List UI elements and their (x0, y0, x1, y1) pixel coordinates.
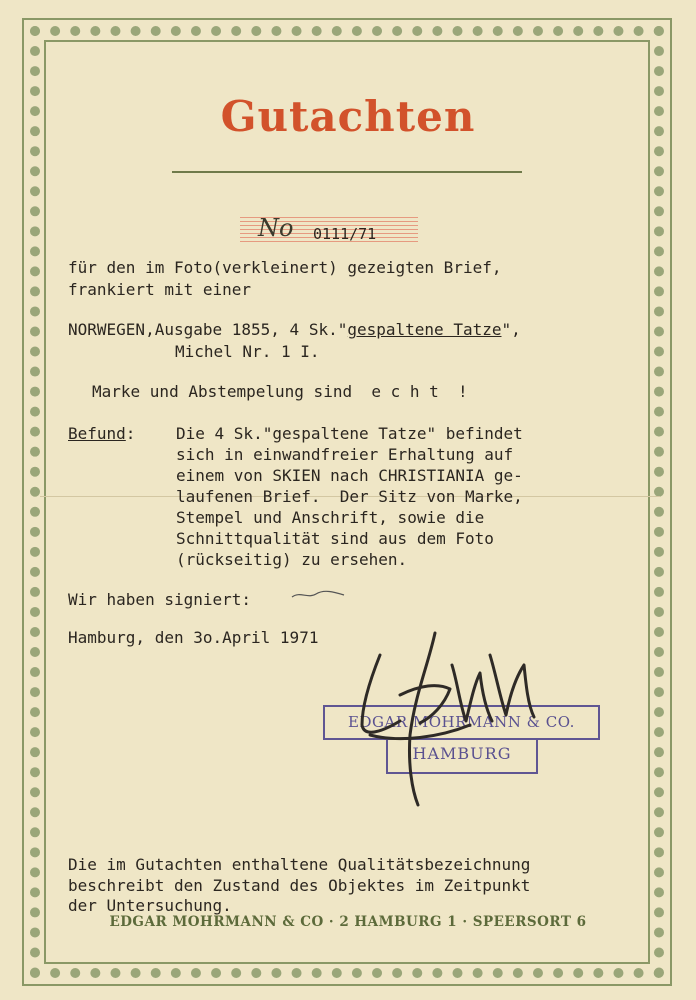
intro-line-1: für den im Foto(verkleinert) gezeigten Brief, (68, 258, 502, 277)
disclaimer-line: der Untersuchung. (68, 896, 232, 915)
disclaimer-line: Die im Gutachten enthaltene Qualitätsbezeichnung (68, 855, 531, 874)
befund-line: einem von SKIEN nach CHRISTIANIA ge- (176, 466, 523, 485)
stamp-description-line-1 (68, 320, 521, 339)
stamp-variety: gespaltene Tatze (347, 320, 502, 339)
befund-line: Stempel und Anschrift, sowie die (176, 508, 485, 527)
certificate-title: Gutachten (220, 92, 476, 141)
company-stamp-bottom: HAMBURG (386, 738, 538, 774)
title-divider (172, 171, 522, 173)
number-sign: No (258, 214, 294, 242)
company-stamp-top: EDGAR MOHRMANN & CO. (323, 705, 600, 740)
befund-line: laufenen Brief. Der Sitz von Marke, (176, 487, 523, 506)
small-signature-mark (290, 587, 346, 601)
befund-colon: : (125, 424, 136, 443)
place-date-line: Hamburg, den 3o.April 1971 (68, 628, 319, 647)
certificate-number: 0111/71 (313, 225, 377, 243)
signed-line: Wir haben signiert: (68, 590, 252, 609)
company-footer: EDGAR MOHRMANN & CO · 2 HAMBURG 1 · SPEERSORT 6 (109, 914, 587, 930)
stamp-description-line-2: Michel Nr. 1 I. (175, 342, 320, 361)
stamp-issue-end: ", (501, 320, 521, 339)
verdict-line: Marke und Abstempelung sind e c h t ! (92, 382, 468, 401)
handwritten-signature (340, 625, 550, 815)
stamp-issue: NORWEGEN,Ausgabe 1855, 4 Sk." (68, 320, 348, 339)
befund-line: sich in einwandfreier Erhaltung auf (176, 445, 514, 464)
disclaimer-line: beschreibt den Zustand des Objektes im Zeitpunkt (68, 876, 531, 895)
intro-line-2: frankiert mit einer (68, 280, 252, 299)
befund-line: Schnittqualität sind aus dem Foto (176, 529, 494, 548)
befund-line: Die 4 Sk."gespaltene Tatze" befindet (176, 424, 523, 443)
befund-heading (68, 424, 135, 443)
befund-label: Befund (68, 424, 126, 443)
befund-line: (rückseitig) zu ersehen. (176, 550, 408, 569)
